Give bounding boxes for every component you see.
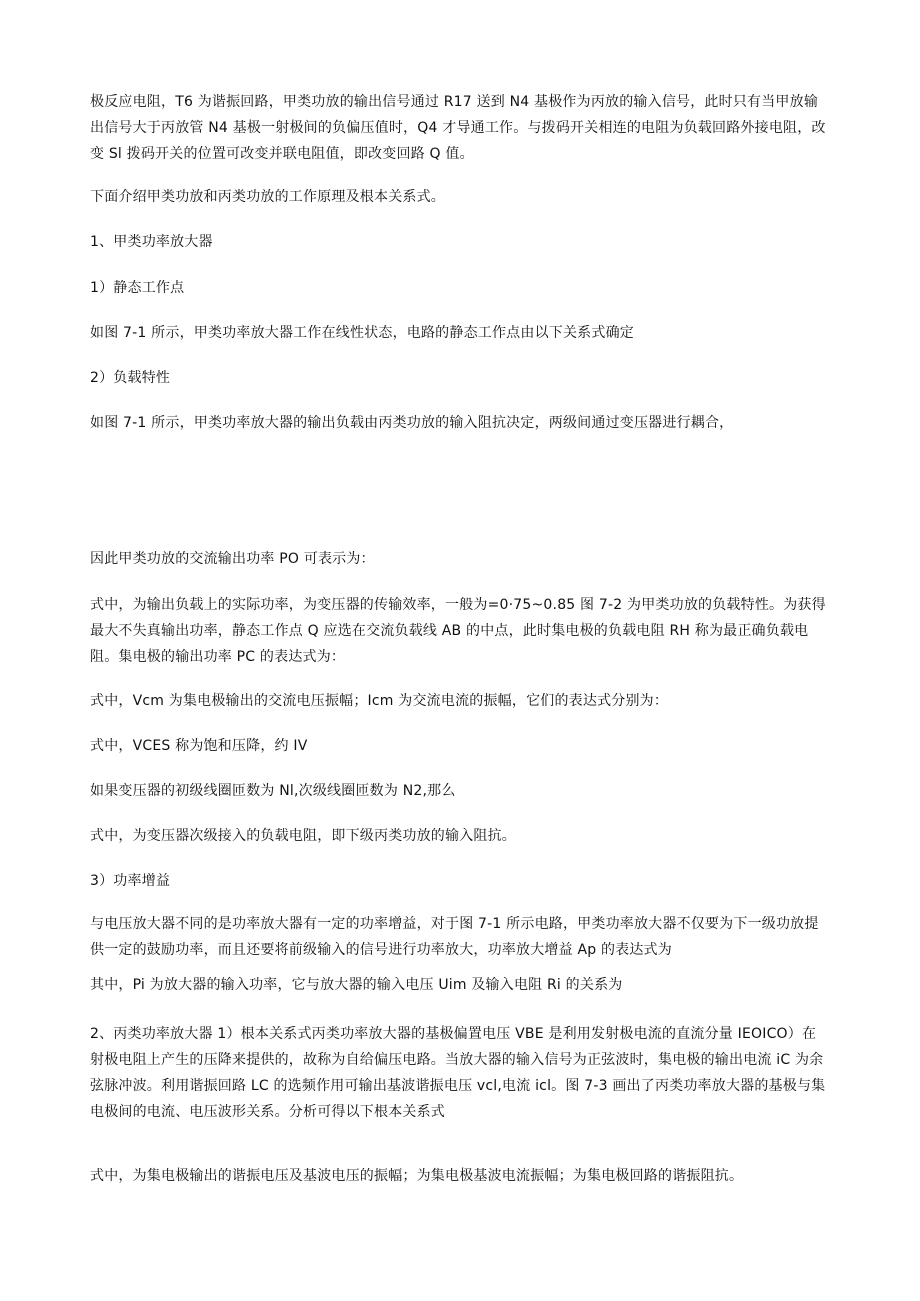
paragraph-input-power: 其中，Pi 为放大器的输入功率，它与放大器的输入电压 Uim 及输入电阻 Ri 的关系为 <box>90 977 623 993</box>
heading-load-characteristics: 2）负载特性 <box>90 370 171 386</box>
heading-static-operating-point: 1）静态工作点 <box>90 280 185 296</box>
paragraph-feedback-resistor: 极反应电阻，T6 为谐振回路，甲类功放的输出信号通过 R17 送到 N4 基极作为丙放的输入信号，此时只有当甲放输出信号大于丙放管 N4 基极一射极间的负偏压值时，Q4 才导通工作。与拨码开关相连的电阻为负载回路外接电阻，改变 Sl 拨码开关的位置可改变并联电阻值，即改变回路 Q 值。 <box>90 94 826 162</box>
paragraph-vces: 式中，VCES 称为饱和压降，约 IV <box>90 738 308 754</box>
paragraph-output-power: 因此甲类功放的交流输出功率 PO 可表示为： <box>90 551 375 567</box>
heading-power-gain: 3）功率增益 <box>90 873 171 889</box>
paragraph-class-c-amplifier: 2、丙类功率放大器 1）根本关系式丙类功率放大器的基极偏置电压 VBE 是利用发射极电流的直流分量 IEOICO）在射极电阻上产生的压降来提供的，故称为自给偏压电路。当放大器的输入信号为正弦波时，集电极的输出电流 iC 为余弦脉冲波。利用谐振回路 LC 的选频作用可输出基波谐振电压 vcl,电流 icl。图 7-3 画出了丙类功率放大器的基极与集电极间的电流、电压波形关系。分析可得以下根本关系式 <box>90 1026 826 1120</box>
paragraph-secondary-load: 式中，为变压器次级接入的负载电阻，即下级丙类功放的输入阻抗。 <box>90 828 516 844</box>
heading-class-a-amplifier: 1、甲类功率放大器 <box>90 234 213 250</box>
paragraph-resonant-voltage: 式中，为集电极输出的谐振电压及基波电压的振幅；为集电极基波电流振幅；为集电极回路的谐振阻抗。 <box>90 1168 744 1184</box>
paragraph-static-operating-point: 如图 7-1 所示，甲类功率放大器工作在线性状态，电路的静态工作点由以下关系式确定 <box>90 325 634 341</box>
paragraph-power-gain: 与电压放大器不同的是功率放大器有一定的功率增益，对于图 7-1 所示电路，甲类功率放大器不仅要为下一级功放提供一定的鼓励功率，而且还要将前级输入的信号进行功率放大，功率放大增益 Ap 的表达式为 <box>90 916 819 958</box>
paragraph-intro: 下面介绍甲类功放和丙类功放的工作原理及根本关系式。 <box>90 189 445 205</box>
paragraph-transformer-turns: 如果变压器的初级线圈匝数为 Nl,次级线圈匝数为 N2,那么 <box>90 783 456 799</box>
paragraph-vcm-icm: 式中，Vcm 为集电极输出的交流电压振幅；Icm 为交流电流的振幅，它们的表达式分别为： <box>90 693 669 709</box>
paragraph-transmission-efficiency: 式中，为输出负载上的实际功率，为变压器的传输效率，一般为=0·75~0.85 图 7-2 为甲类功放的负载特性。为获得最大不失真输出功率，静态工作点 Q 应选在交流负载线 AB 的中点，此时集电极的负载电阻 RH 称为最正确负载电阻。集电极的输出功率 PC 的表达式为： <box>90 597 826 665</box>
paragraph-load-characteristics: 如图 7-1 所示，甲类功率放大器的输出负载由丙类功放的输入阻抗决定，两级间通过变压器进行耦合， <box>90 415 734 431</box>
